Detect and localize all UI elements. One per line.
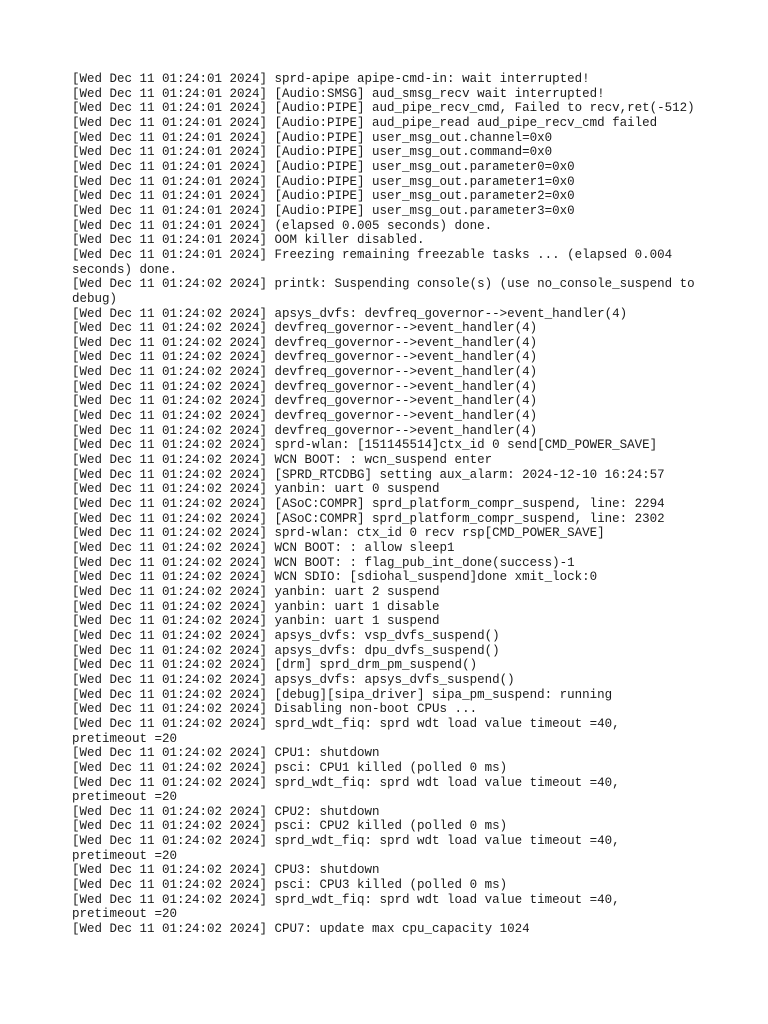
log-line: [Wed Dec 11 01:24:02 2024] [SPRD_RTCDBG] setting aux_alarm: 2024-12-10 16:24:57 bbox=[72, 467, 665, 482]
log-line: [Wed Dec 11 01:24:02 2024] CPU7: update max cpu_capacity 1024 bbox=[72, 922, 530, 937]
log-line: [Wed Dec 11 01:24:01 2024] [Audio:PIPE] user_msg_out.command=0x0 bbox=[72, 145, 553, 160]
log-line: [Wed Dec 11 01:24:02 2024] psci: CPU1 killed (polled 0 ms) bbox=[72, 760, 508, 775]
log-line: [Wed Dec 11 01:24:01 2024] [Audio:PIPE] user_msg_out.parameter1=0x0 bbox=[72, 174, 575, 189]
log-line: [Wed Dec 11 01:24:02 2024] apsys_dvfs: dpu_dvfs_suspend() bbox=[72, 643, 500, 658]
log-line: [Wed Dec 11 01:24:02 2024] sprd_wdt_fiq: sprd wdt load value timeout =40, bbox=[72, 775, 620, 790]
log-line: [Wed Dec 11 01:24:02 2024] devfreq_governor-->event_handler(4) bbox=[72, 335, 538, 350]
log-line: [Wed Dec 11 01:24:02 2024] apsys_dvfs: devfreq_governor-->event_handler(4) bbox=[72, 306, 628, 321]
log-line: [Wed Dec 11 01:24:02 2024] devfreq_governor-->event_handler(4) bbox=[72, 394, 538, 409]
log-document bbox=[72, 72, 712, 937]
log-line: [Wed Dec 11 01:24:01 2024] [Audio:PIPE] aud_pipe_read aud_pipe_recv_cmd failed bbox=[72, 115, 658, 130]
log-line: [Wed Dec 11 01:24:02 2024] sprd_wdt_fiq: sprd wdt load value timeout =40, bbox=[72, 716, 620, 731]
log-line: [Wed Dec 11 01:24:02 2024] CPU2: shutdown bbox=[72, 804, 380, 819]
log-line: [Wed Dec 11 01:24:01 2024] OOM killer disabled. bbox=[72, 233, 425, 248]
log-line: pretimeout =20 bbox=[72, 790, 178, 805]
log-line: seconds) done. bbox=[72, 262, 178, 277]
log-line: [Wed Dec 11 01:24:02 2024] [ASoC:COMPR] sprd_platform_compr_suspend, line: 2302 bbox=[72, 511, 665, 526]
log-line: [Wed Dec 11 01:24:02 2024] yanbin: uart 2 suspend bbox=[72, 584, 440, 599]
log-line: [Wed Dec 11 01:24:02 2024] yanbin: uart 0 suspend bbox=[72, 482, 440, 497]
log-line: pretimeout =20 bbox=[72, 731, 178, 746]
log-line: [Wed Dec 11 01:24:02 2024] sprd_wdt_fiq: sprd wdt load value timeout =40, bbox=[72, 834, 620, 849]
log-line: pretimeout =20 bbox=[72, 848, 178, 863]
log-line: [Wed Dec 11 01:24:01 2024] sprd-apipe apipe-cmd-in: wait interrupted! bbox=[72, 72, 590, 86]
log-line: [Wed Dec 11 01:24:02 2024] WCN BOOT: : wcn_suspend enter bbox=[72, 453, 493, 468]
log-line: [Wed Dec 11 01:24:02 2024] devfreq_governor-->event_handler(4) bbox=[72, 321, 538, 336]
log-line: [Wed Dec 11 01:24:01 2024] Freezing remaining freezable tasks ... (elapsed 0.004 bbox=[72, 247, 673, 262]
log-line: [Wed Dec 11 01:24:02 2024] sprd-wlan: ctx_id 0 recv rsp[CMD_POWER_SAVE] bbox=[72, 526, 605, 541]
log-text-block bbox=[72, 72, 712, 937]
log-line: [Wed Dec 11 01:24:02 2024] Disabling non-boot CPUs ... bbox=[72, 702, 478, 717]
log-line: debug) bbox=[72, 291, 118, 306]
log-line: [Wed Dec 11 01:24:02 2024] WCN SDIO: [sdiohal_suspend]done xmit_lock:0 bbox=[72, 570, 598, 585]
log-line: pretimeout =20 bbox=[72, 907, 178, 922]
log-line: [Wed Dec 11 01:24:01 2024] [Audio:PIPE] user_msg_out.parameter0=0x0 bbox=[72, 159, 575, 174]
log-line: [Wed Dec 11 01:24:01 2024] [Audio:PIPE] user_msg_out.parameter2=0x0 bbox=[72, 189, 575, 204]
log-line: [Wed Dec 11 01:24:02 2024] devfreq_governor-->event_handler(4) bbox=[72, 379, 538, 394]
log-line: [Wed Dec 11 01:24:02 2024] [drm] sprd_drm_pm_suspend() bbox=[72, 658, 478, 673]
log-line: [Wed Dec 11 01:24:02 2024] yanbin: uart 1 suspend bbox=[72, 614, 440, 629]
log-line: [Wed Dec 11 01:24:02 2024] yanbin: uart 1 disable bbox=[72, 599, 440, 614]
log-line: [Wed Dec 11 01:24:02 2024] sprd_wdt_fiq: sprd wdt load value timeout =40, bbox=[72, 892, 620, 907]
log-line: [Wed Dec 11 01:24:02 2024] printk: Suspending console(s) (use no_console_suspend to bbox=[72, 277, 695, 292]
log-line: [Wed Dec 11 01:24:02 2024] devfreq_governor-->event_handler(4) bbox=[72, 365, 538, 380]
log-line: [Wed Dec 11 01:24:02 2024] devfreq_governor-->event_handler(4) bbox=[72, 350, 538, 365]
log-line: [Wed Dec 11 01:24:01 2024] [Audio:PIPE] user_msg_out.parameter3=0x0 bbox=[72, 203, 575, 218]
log-line: [Wed Dec 11 01:24:02 2024] devfreq_governor-->event_handler(4) bbox=[72, 409, 538, 424]
log-line: [Wed Dec 11 01:24:02 2024] apsys_dvfs: vsp_dvfs_suspend() bbox=[72, 628, 500, 643]
log-line: [Wed Dec 11 01:24:02 2024] psci: CPU3 killed (polled 0 ms) bbox=[72, 878, 508, 893]
log-line: [Wed Dec 11 01:24:02 2024] WCN BOOT: : flag_pub_int_done(success)-1 bbox=[72, 555, 575, 570]
log-line: [Wed Dec 11 01:24:02 2024] [debug][sipa_driver] sipa_pm_suspend: running bbox=[72, 687, 613, 702]
log-line: [Wed Dec 11 01:24:02 2024] sprd-wlan: [151145514]ctx_id 0 send[CMD_POWER_SAVE] bbox=[72, 438, 658, 453]
log-line: [Wed Dec 11 01:24:01 2024] [Audio:PIPE] aud_pipe_recv_cmd, Failed to recv,ret(-512) bbox=[72, 101, 695, 116]
log-line: [Wed Dec 11 01:24:02 2024] devfreq_governor-->event_handler(4) bbox=[72, 423, 538, 438]
log-line: [Wed Dec 11 01:24:01 2024] [Audio:PIPE] user_msg_out.channel=0x0 bbox=[72, 130, 553, 145]
log-line: [Wed Dec 11 01:24:01 2024] [Audio:SMSG] aud_smsg_recv wait interrupted! bbox=[72, 86, 605, 101]
log-line: [Wed Dec 11 01:24:01 2024] (elapsed 0.005 seconds) done. bbox=[72, 218, 493, 233]
log-line: [Wed Dec 11 01:24:02 2024] WCN BOOT: : allow sleep1 bbox=[72, 541, 455, 555]
log-line: [Wed Dec 11 01:24:02 2024] [ASoC:COMPR] sprd_platform_compr_suspend, line: 2294 bbox=[72, 497, 665, 512]
log-line: [Wed Dec 11 01:24:02 2024] apsys_dvfs: apsys_dvfs_suspend() bbox=[72, 672, 515, 687]
log-line: [Wed Dec 11 01:24:02 2024] psci: CPU2 killed (polled 0 ms) bbox=[72, 819, 508, 834]
log-line: [Wed Dec 11 01:24:02 2024] CPU1: shutdown bbox=[72, 746, 380, 761]
log-line: [Wed Dec 11 01:24:02 2024] CPU3: shutdown bbox=[72, 863, 380, 878]
